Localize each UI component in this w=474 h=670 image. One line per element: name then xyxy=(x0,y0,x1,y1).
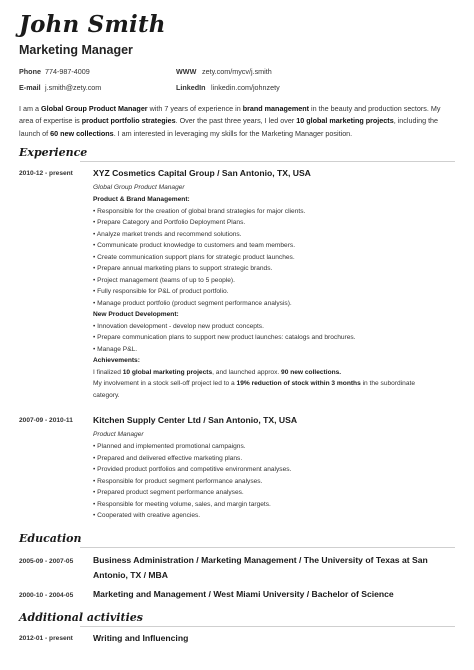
experience-heading: Experience xyxy=(19,146,88,159)
www-row xyxy=(176,67,272,77)
list-item: • Create communication support plans for strategic product launches. xyxy=(93,253,295,261)
summary-text: with 7 years of experience in xyxy=(147,104,243,113)
list-item: • Prepare Category and Portfolio Deployment Plans. xyxy=(93,219,246,226)
education-dates: 2000-10 - 2004-05 xyxy=(19,592,74,599)
achievement-line: category. xyxy=(93,391,120,399)
job-role: Product Manager xyxy=(93,431,144,438)
job-role: Global Group Product Manager xyxy=(93,184,185,191)
section-divider xyxy=(80,161,455,162)
list-item: • Project management (teams of up to 5 people). xyxy=(93,276,235,284)
achievement-line xyxy=(93,378,455,390)
summary-text: I am a xyxy=(19,104,41,113)
list-item: • Prepared product segment performance analyses. xyxy=(93,489,244,496)
list-item: • Innovation development - develop new product concepts. xyxy=(93,322,264,330)
list-item: • Communicate product knowledge to customers and team members. xyxy=(93,242,296,249)
email-row xyxy=(19,83,101,93)
summary-text: in the beauty and production sectors. My area of expertise is xyxy=(19,104,441,126)
summary-highlight: brand management xyxy=(242,104,310,113)
summary-text: . Over the past three years, I led over xyxy=(175,116,297,126)
education-dates: 2005-09 - 2007-05 xyxy=(19,558,74,565)
list-item: • Prepare annual marketing plans to support strategic brands. xyxy=(93,265,273,272)
summary-text: , including the launch of xyxy=(19,116,439,138)
list-item: • Fully responsible for P&L of product portfolio. xyxy=(93,288,229,295)
list-item: • Responsible for meeting volume, sales, and margin targets. xyxy=(93,500,271,508)
list-item: • Planned and implemented promotional campaigns. xyxy=(93,443,246,450)
linkedin-link[interactable]: linkedin.com/johnzety xyxy=(211,83,280,92)
list-item: • Prepared and delivered effective marketing plans. xyxy=(93,454,243,462)
job-details xyxy=(93,194,455,401)
job-title: Kitchen Supply Center Ltd / San Antonio, TX, USA xyxy=(93,415,298,425)
list-heading: Product & Brand Management: xyxy=(93,196,190,203)
list-item: • Manage P&L. xyxy=(93,345,138,353)
achievement-highlight: 10 global marketing projects xyxy=(122,368,213,376)
summary-text: . I am interested in leveraging my skills for the Marketing Manager position. xyxy=(113,128,353,138)
linkedin-row xyxy=(176,83,280,93)
list-item: • Cooperated with creative agencies. xyxy=(93,512,201,519)
education-heading: Education xyxy=(19,532,82,545)
job-dates: 2007-09 - 2010-11 xyxy=(19,417,73,424)
job-details xyxy=(93,441,455,522)
email-link[interactable]: j.smith@zety.com xyxy=(45,83,102,92)
achievement-highlight: 90 new collections. xyxy=(281,368,342,376)
linkedin-label: LinkedIn xyxy=(176,83,206,92)
list-heading: New Product Development: xyxy=(93,311,179,318)
achievement-line xyxy=(93,367,455,379)
achievement-text: , and launched approx. xyxy=(212,368,282,376)
list-item: • Analyze market trends and recommend solutions. xyxy=(93,230,242,238)
activity-dates: 2012-01 - present xyxy=(19,635,73,642)
education-title: Marketing and Management / West Miami University / Bachelor of Science xyxy=(93,589,394,599)
email-label: E-mail xyxy=(19,83,41,92)
section-divider xyxy=(80,626,455,627)
achievement-text: My involvement in a stock sell-off project led to a xyxy=(93,380,237,387)
list-item: • Provided product portfolios and competitive environment analyses. xyxy=(93,466,292,473)
www-link[interactable]: zety.com/mycv/j.smith xyxy=(202,67,272,76)
job-title: XYZ Cosmetics Capital Group / San Antonio, TX, USA xyxy=(93,168,311,178)
education-title: Business Administration / Marketing Management / The University of Texas at San Antonio, TX / MBA xyxy=(93,555,428,580)
profile-summary xyxy=(19,103,451,140)
candidate-name: John Smith xyxy=(19,11,166,38)
summary-highlight: 60 new collections xyxy=(50,128,114,138)
phone-value: 774-987-4009 xyxy=(45,67,90,76)
list-item: • Responsible for product segment performance analyses. xyxy=(93,477,263,485)
achievement-text: I finalized xyxy=(93,368,123,376)
list-item: • Prepare communication plans to support new product launches: catalogs and brochures. xyxy=(93,334,356,341)
achievement-highlight: 19% reduction of stock within 3 months xyxy=(236,380,361,387)
job-dates: 2010-12 - present xyxy=(19,170,73,177)
list-item: • Responsible for the creation of global brand strategies for major clients. xyxy=(93,207,306,215)
www-label: WWW xyxy=(176,67,197,76)
summary-highlight: 10 global marketing projects xyxy=(296,116,394,126)
activity-title: Writing and Influencing xyxy=(93,633,189,643)
summary-highlight: product portfolio strategies xyxy=(81,116,176,126)
summary-highlight: Global Group Product Manager xyxy=(40,104,148,113)
achievement-text: in the subordinate xyxy=(360,380,416,387)
phone-row xyxy=(19,67,90,77)
candidate-title: Marketing Manager xyxy=(19,43,133,57)
list-heading: Achievements: xyxy=(93,357,140,364)
phone-label: Phone xyxy=(19,67,41,76)
section-divider xyxy=(80,547,455,548)
activities-heading: Additional activities xyxy=(19,611,143,624)
list-item: • Manage product portfolio (product segment performance analysis). xyxy=(93,299,292,307)
